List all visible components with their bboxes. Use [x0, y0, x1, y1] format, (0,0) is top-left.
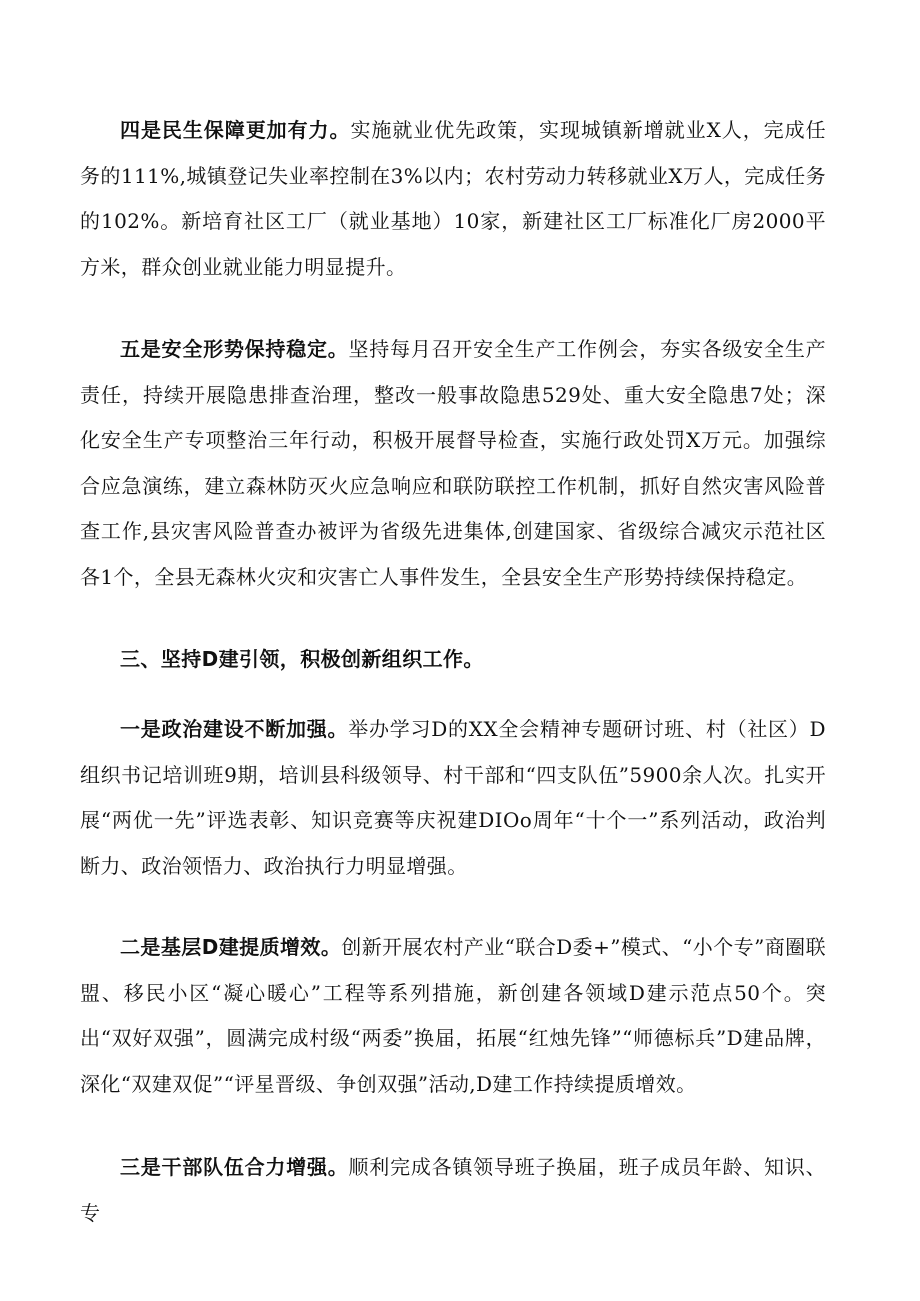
paragraph-lead: 四是民生保障更加有力。 [120, 118, 351, 142]
paragraph-body: 实施就业优先政策，实现城镇新增就业X人，完成任务的111%,城镇登记失业率控制在3%以内；农村劳动力转移就业X万人，完成任务的102%。新培育社区工厂（就业基地）10家，新建社区工厂标准化厂房2000平方米，群众创业就业能力明显提升。 [80, 118, 826, 279]
paragraph-body: 举办学习D的XX全会精神专题研讨班、村（社区）D组织书记培训班9期，培训县科级领导、村干部和“四支队伍”5900余人次。扎实开展“两优一先”评选表彰、知识竞赛等庆祝建DIOo周年“十个一”系列活动，政治判断力、政治领悟力、政治执行力明显增强。 [80, 717, 826, 878]
paragraph-safety [80, 327, 826, 601]
paragraph-livelihood [80, 108, 826, 290]
paragraph-lead: 三是干部队伍合力增强。 [120, 1155, 349, 1179]
paragraph-lead: 二是基层D建提质增效。 [120, 935, 342, 959]
paragraph-body: 顺利完成各镇领导班子换届，班子成员年龄、知识、专 [80, 1155, 826, 1225]
paragraph-political-building [80, 707, 826, 889]
paragraph-body: 坚持每月召开安全生产工作例会，夯实各级安全生产责任，持续开展隐患排查治理，整改一般事故隐患529处、重大安全隐患7处；深化安全生产专项整治三年行动，积极开展督导检查，实施行政处罚X万元。加强综合应急演练，建立森林防灭火应急响应和联防联控工作机制，抓好自然灾害风险普查工作,县灾害风险普查办被评为省级先进集体,创建国家、省级综合减灾示范社区各1个，全县无森林火灾和灾害亡人事件发生，全县安全生产形势持续保持稳定。 [80, 337, 826, 589]
paragraph-lead: 一是政治建设不断加强。 [120, 717, 349, 741]
paragraph-grassroots [80, 925, 826, 1107]
paragraph-lead: 五是安全形势保持稳定。 [120, 337, 349, 361]
section-heading: 三、坚持D建引领，积极创新组织工作。 [120, 647, 484, 671]
paragraph-cadre-team [80, 1145, 826, 1225]
paragraph-body: 创新开展农村产业“联合D委+”模式、“小个专”商圈联盟、移民小区“凝心暖心”工程等系列措施，新创建各领域D建示范点50个。突出“双好双强”，圆满完成村级“两委”换届，拓展“红烛先锋”“师德标兵”D建品牌，深化“双建双促”“评星晋级、争创双强”活动,D建工作持续提质增效。 [80, 935, 826, 1096]
